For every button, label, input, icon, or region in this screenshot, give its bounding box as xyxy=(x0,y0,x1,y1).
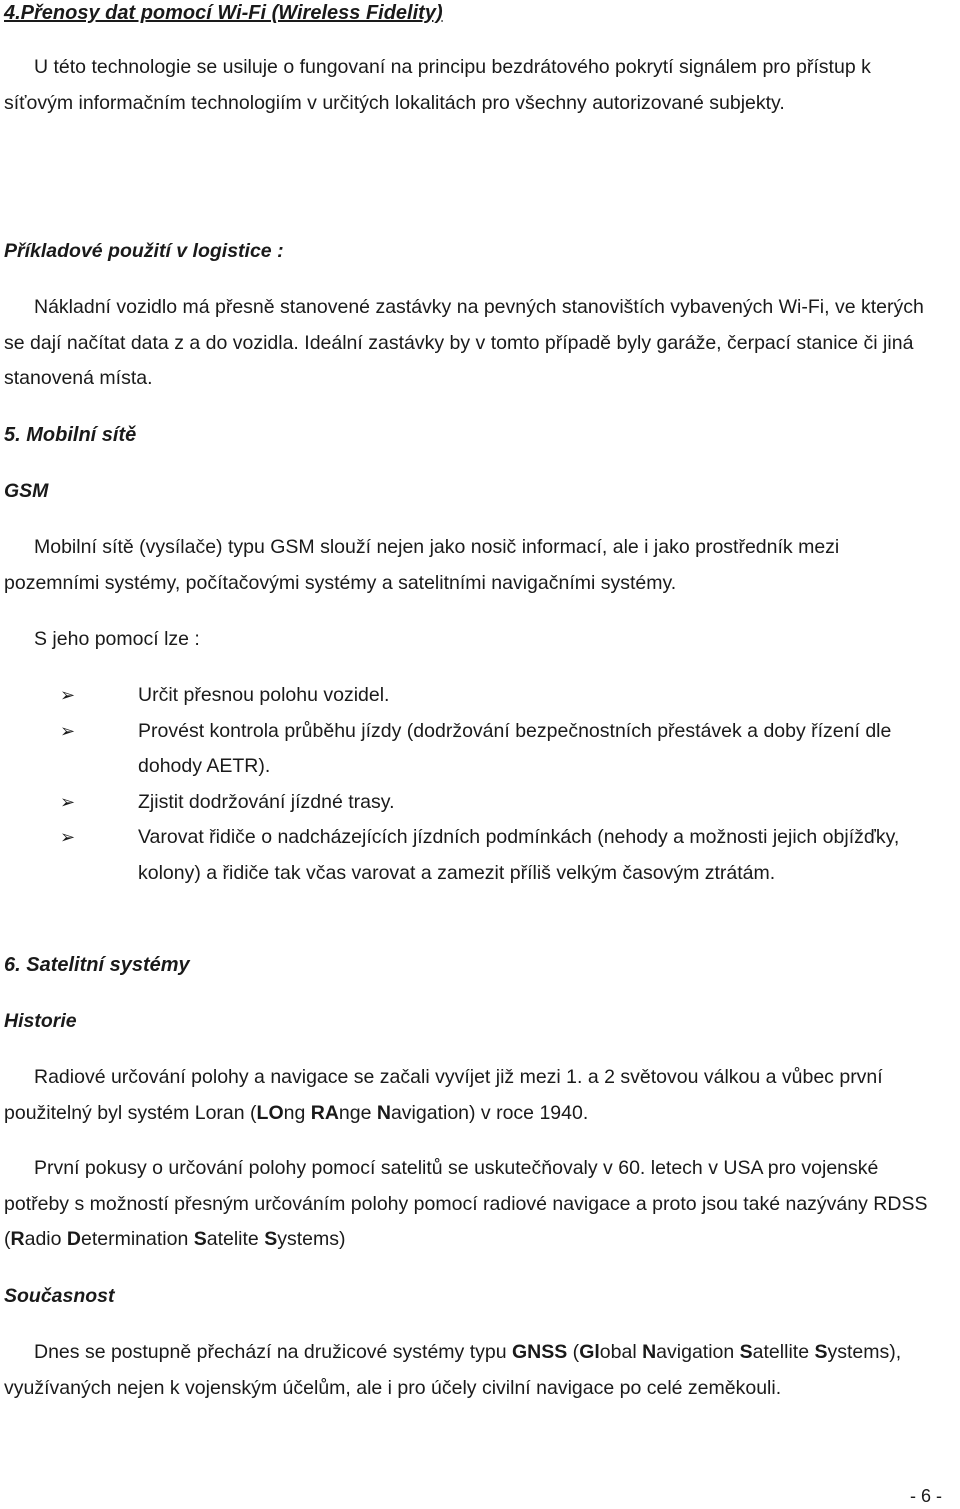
gsm-uses-lead: S jeho pomocí lze : xyxy=(34,628,200,650)
present-heading: Současnost xyxy=(4,1285,115,1307)
arrow-bullet-icon: ➢ xyxy=(60,685,76,705)
gsm-heading: GSM xyxy=(4,480,49,502)
list-item: ➢ Určit přesnou polohu vozidel. xyxy=(60,678,940,714)
arrow-bullet-icon: ➢ xyxy=(60,791,76,812)
arrow-bullet-icon: ➢ xyxy=(60,720,76,741)
section-heading-mobile: 5. Mobilní sítě xyxy=(4,424,137,446)
section-heading-wifi: 4.Přenosy dat pomocí Wi-Fi (Wireless Fidelity) xyxy=(4,2,443,24)
example-text-a: Nákladní vozidlo má přesně stanovené zastávky na pevných stanovištích vybavených Wi-Fi, ve kterých se dají načítat data z a do vozidla. xyxy=(4,296,924,354)
section-heading-satellite: 6. Satelitní systémy xyxy=(4,954,190,976)
logistics-example-heading: Příkladové použití v logistice : xyxy=(4,240,284,262)
gsm-uses-list xyxy=(60,678,940,891)
list-item: ➢ Provést kontrola průběhu jízdy (dodržování bezpečnostních přestávek a doby řízení dle dohody AETR). xyxy=(60,714,940,785)
history-paragraph-2: První pokusy o určování polohy pomocí satelitů se uskutečňovaly v 60. letech v USA pro vojenské potřeby s možností přesným určováním polohy pomocí radiové navigace a proto jsou také nazývány RDSS (Radio Determination Satelite Systems) xyxy=(4,1157,928,1250)
example-text-b: Ideální zastávky by v tomto případě byly garáže, čerpací stanice či jiná stanovená místa. xyxy=(4,331,914,389)
wifi-intro-paragraph: U této technologie se usiluje o fungovaní na principu bezdrátového pokrytí signálem pro přístup k síťovým informačním technologiím v určitých lokalitách pro všechny autorizované subjekty. xyxy=(4,56,871,114)
logistics-example-paragraph xyxy=(4,290,940,397)
arrow-bullet-icon: ➢ xyxy=(60,827,76,847)
history-paragraph-1: Radiové určování polohy a navigace se začali vyvíjet již mezi 1. a 2 světovou válkou a vůbec první použitelný byl systém Loran (LOng RAnge Navigation) v roce 1940. xyxy=(4,1066,883,1124)
gsm-paragraph: Mobilní sítě (vysílače) typu GSM slouží nejen jako nosič informací, ale i jako prostředník mezi pozemními systémy, počítačovými systémy a satelitními navigačními systémy. xyxy=(4,536,840,594)
history-heading: Historie xyxy=(4,1010,77,1032)
present-paragraph: Dnes se postupně přechází na družicové systémy typu GNSS (Global Navigation Satellite Systems), využívaných nejen k vojenským účelům, ale i pro účely civilní navigace po celé zeměkouli. xyxy=(4,1341,902,1399)
list-item: ➢ Varovat řidiče o nadcházejících jízdních podmínkách (nehody a možnosti jejich objížďky, kolony) a řidiče tak včas varovat a zamezit příliš velkým časovým ztrátám. xyxy=(60,820,940,891)
page-number: - 6 - xyxy=(909,1486,942,1506)
list-item: ➢ Zjistit dodržování jízdné trasy. xyxy=(60,785,940,821)
